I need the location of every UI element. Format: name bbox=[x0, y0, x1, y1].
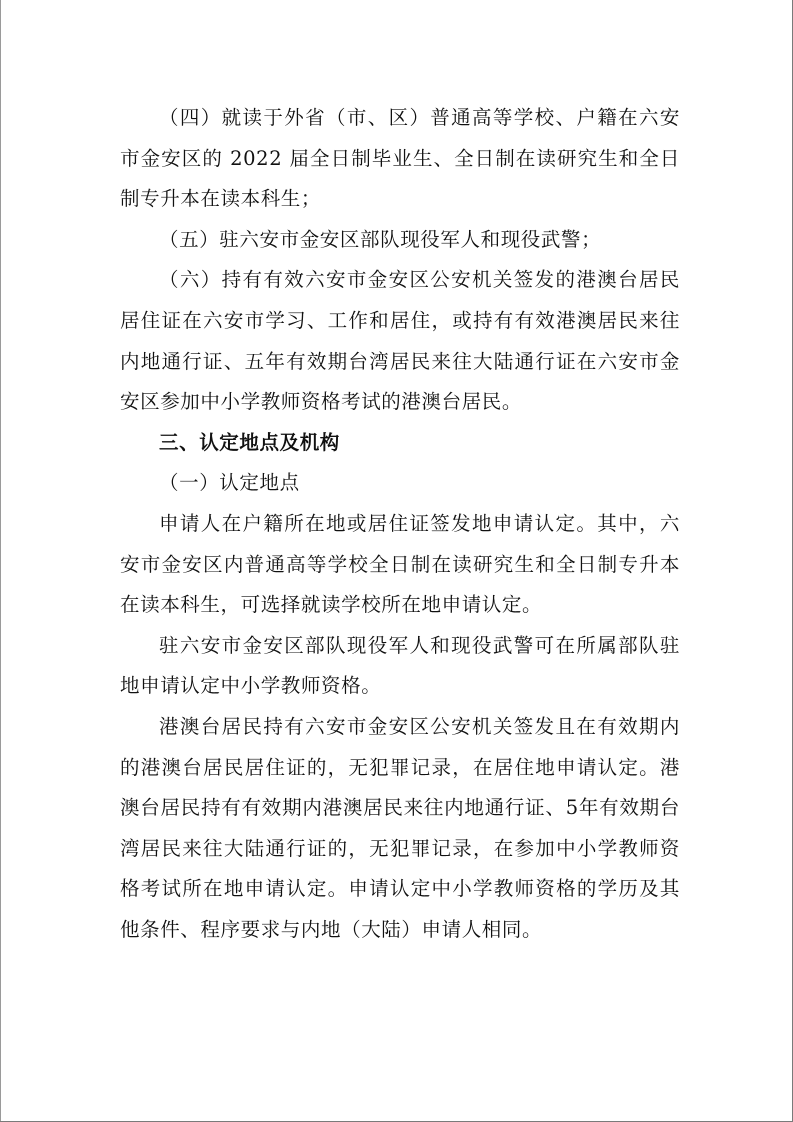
body-paragraph-hmt-residents: 港澳台居民持有六安市金安区公安机关签发且在有效期内的港澳台居民居住证的，无犯罪记录，在居住地申请认定。港澳台居民持有有效期内港澳居民来往内地通行证、5年有效期台湾居民来往大陆通行证的，无犯罪记录，在参加中小学教师资格考试所在地申请认定。申请认定中小学教师资格的学历及其他条件、程序要求与内地（大陆）申请人相同。 bbox=[120, 714, 680, 941]
body-paragraph-applicant-location: 申请人在户籍所在地或居住证签发地申请认定。其中，六安市金安区内普通高等学校全日制在读研究生和全日制专升本在读本科生，可选择就读学校所在地申请认定。 bbox=[120, 511, 680, 617]
body-paragraph-military: 驻六安市金安区部队现役军人和现役武警可在所属部队驻地申请认定中小学教师资格。 bbox=[120, 633, 680, 698]
subsection-heading: （一）认定地点 bbox=[159, 471, 300, 495]
document-body bbox=[120, 98, 680, 950]
section-heading: 三、认定地点及机构 bbox=[159, 430, 340, 454]
list-item-4: （四）就读于外省（市、区）普通高等学校、户籍在六安市金安区的 2022 届全日制毕业生、全日制在读研究生和全日制专升本在读本科生； bbox=[120, 106, 680, 211]
list-item-5: （五）驻六安市金安区部队现役军人和现役武警； bbox=[159, 227, 602, 251]
list-item-6: （六）持有有效六安市金安区公安机关签发的港澳台居民居住证在六安市学习、工作和居住，或持有有效港澳居民来往内地通行证、五年有效期台湾居民来往大陆通行证在六安市金安区参加中小学教师资格考试的港澳台居民。 bbox=[120, 268, 680, 414]
